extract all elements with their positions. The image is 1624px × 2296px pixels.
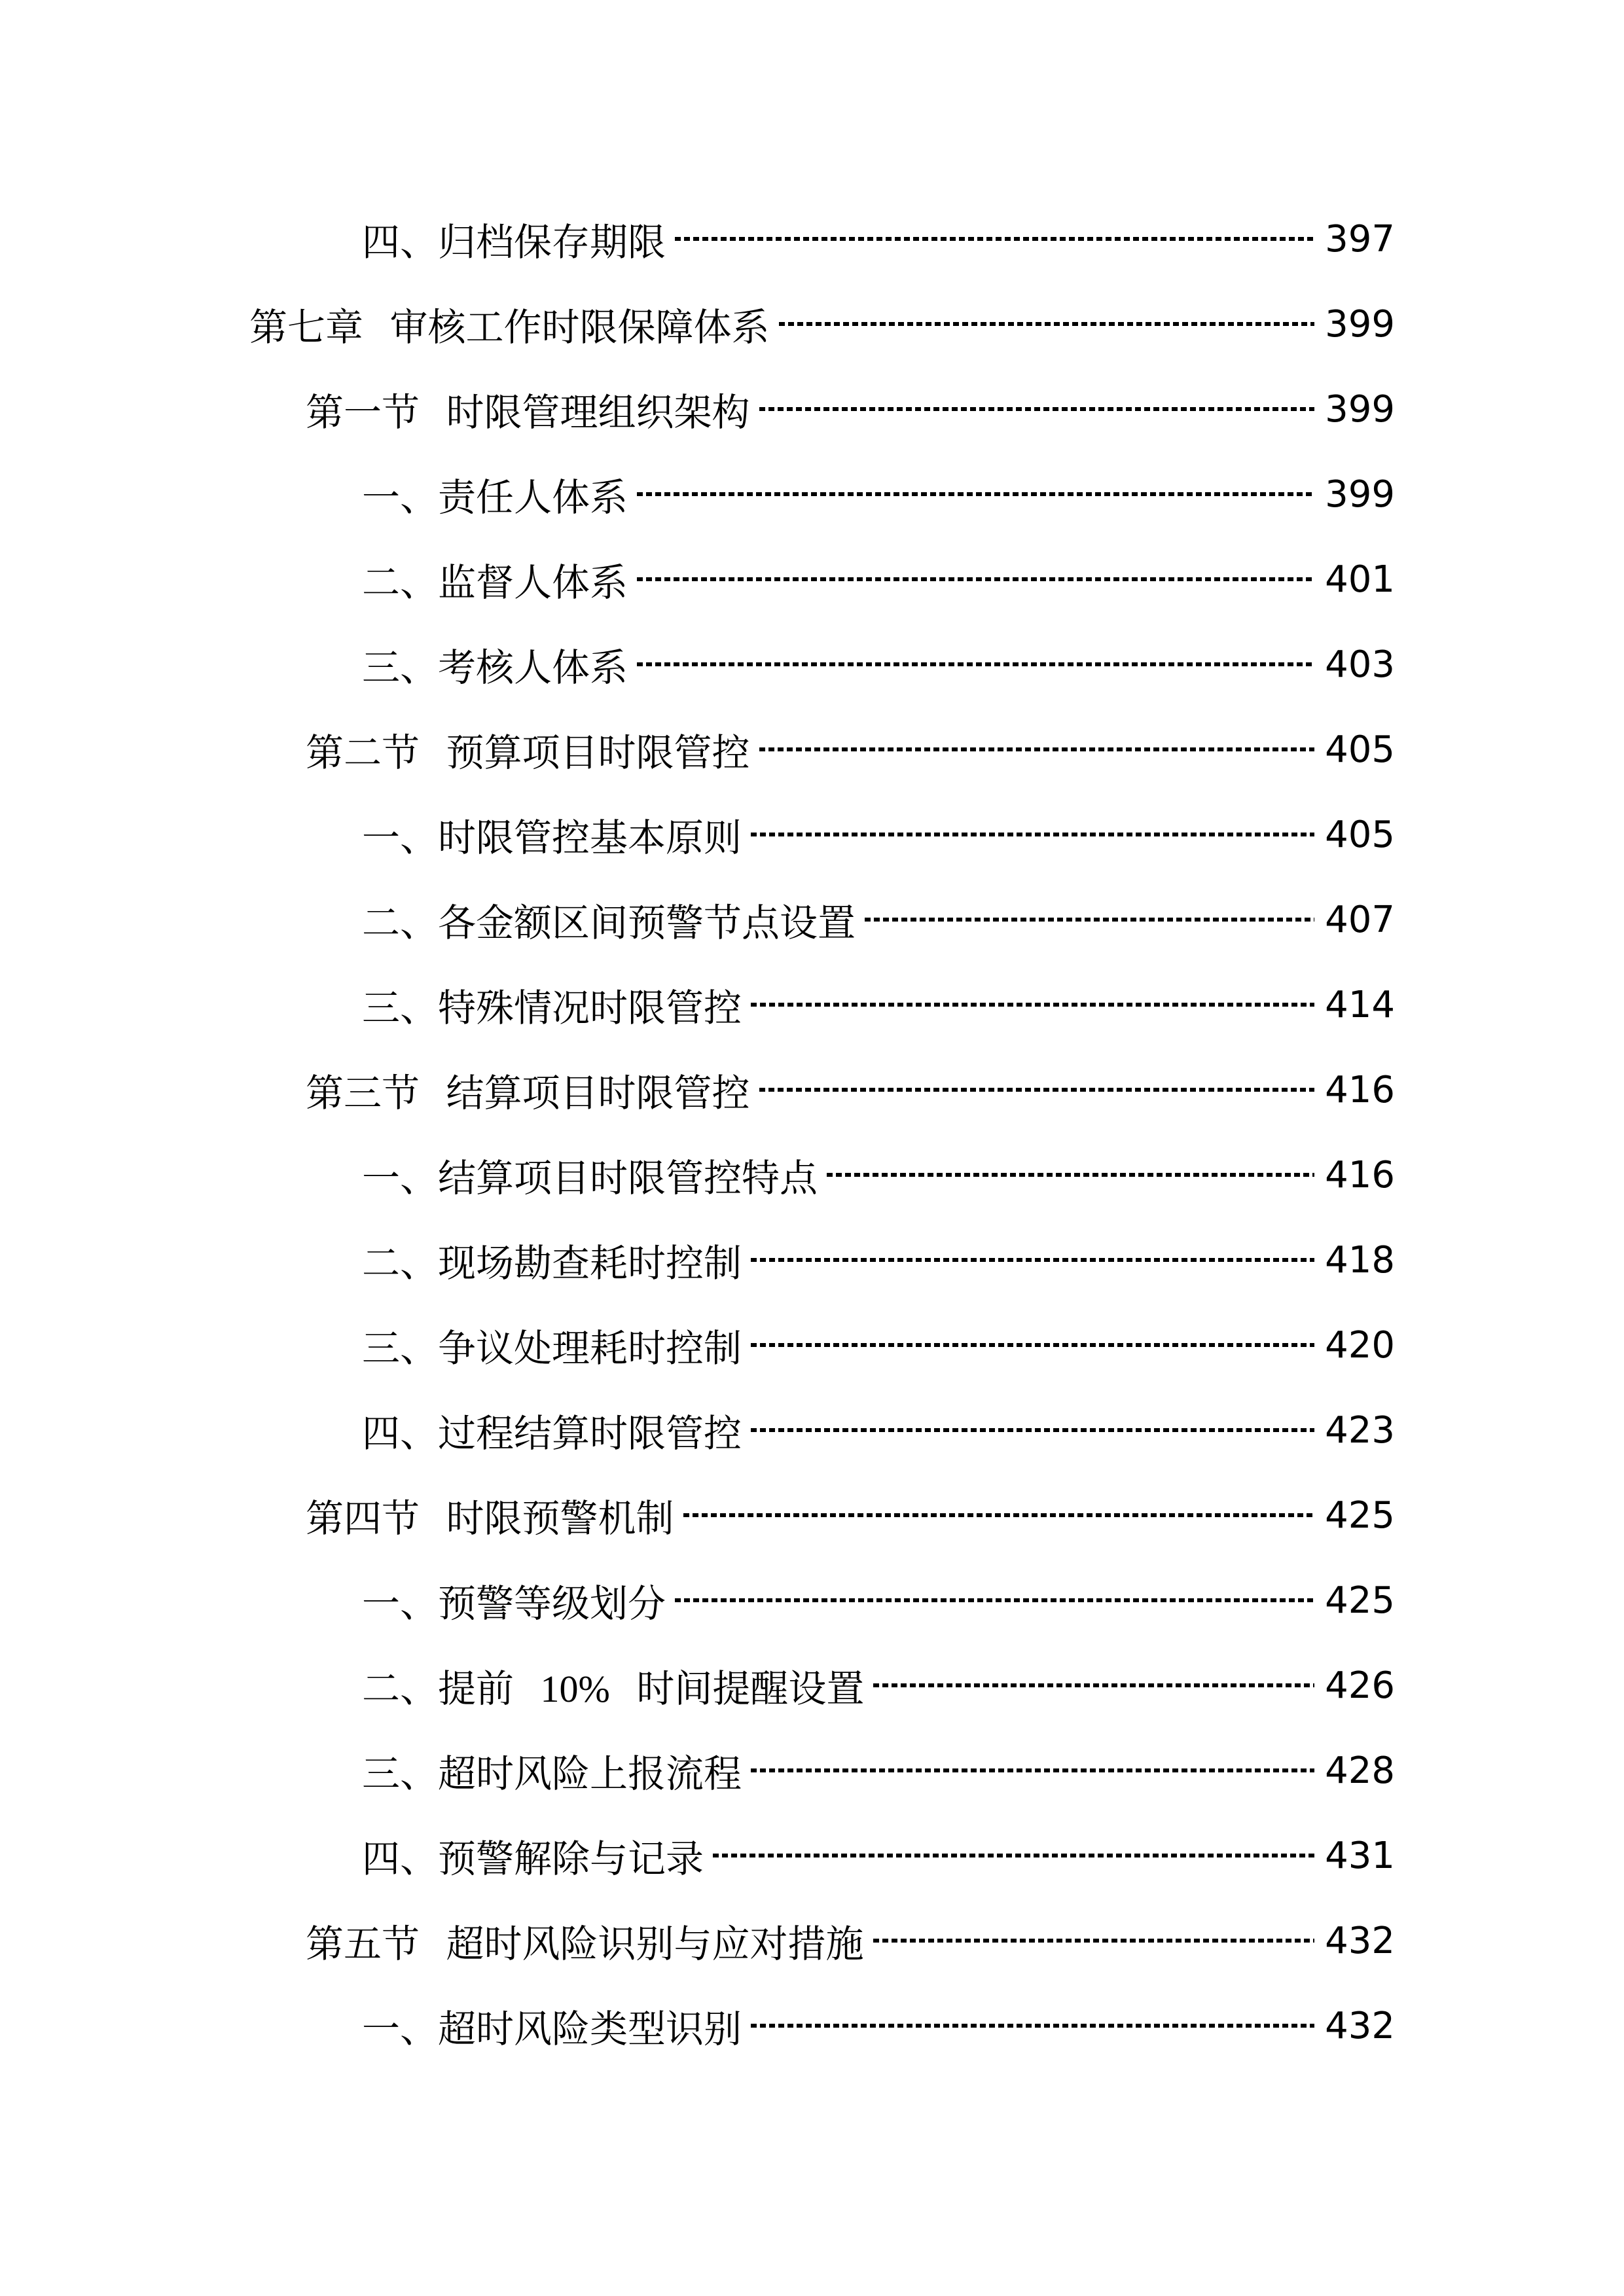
dash-leader xyxy=(873,1939,1315,1943)
toc-entry-label: 一、时限管控基本原则 xyxy=(362,817,742,859)
toc-entry[interactable] xyxy=(0,537,1624,622)
toc-entry-label: 四、归档保存期限 xyxy=(362,221,666,264)
toc-entry-page-number: 407 xyxy=(1325,898,1395,941)
toc-entry[interactable] xyxy=(0,1132,1624,1217)
toc-list xyxy=(0,196,1624,2068)
toc-entry-page-number: 425 xyxy=(1325,1494,1395,1537)
toc-entry-page-number: 428 xyxy=(1325,1749,1395,1792)
toc-entry-label: 三、考核人体系 xyxy=(362,647,628,689)
toc-entry-label: 第三节 结算项目时限管控 xyxy=(306,1072,750,1115)
toc-entry-label: 第五节 超时风险识别与应对措施 xyxy=(306,1923,864,1965)
toc-entry[interactable] xyxy=(0,1643,1624,1728)
toc-entry[interactable] xyxy=(0,196,1624,281)
toc-entry[interactable] xyxy=(0,1898,1624,1983)
toc-entry-page-number: 425 xyxy=(1325,1579,1395,1622)
toc-entry-label: 一、责任人体系 xyxy=(362,476,628,519)
toc-entry[interactable] xyxy=(0,1813,1624,1898)
toc-entry-page-number: 426 xyxy=(1325,1664,1395,1707)
toc-entry-label: 第二节 预算项目时限管控 xyxy=(306,732,750,774)
dash-leader xyxy=(683,1513,1315,1517)
dash-leader xyxy=(759,1088,1315,1092)
toc-entry-label: 二、各金额区间预警节点设置 xyxy=(362,902,856,944)
dash-leader xyxy=(759,747,1315,751)
toc-entry-page-number: 397 xyxy=(1325,217,1395,260)
toc-entry-page-number: 432 xyxy=(1325,1919,1395,1962)
toc-entry-label: 二、现场勘查耗时控制 xyxy=(362,1242,742,1285)
dash-leader xyxy=(675,1598,1314,1602)
toc-entry-page-number: 416 xyxy=(1325,1068,1395,1111)
toc-entry[interactable] xyxy=(0,1217,1624,1302)
toc-entry[interactable] xyxy=(0,877,1624,962)
toc-entry-label: 三、争议处理耗时控制 xyxy=(362,1327,742,1370)
toc-entry-label: 一、预警等级划分 xyxy=(362,1583,666,1625)
dash-leader xyxy=(637,662,1314,666)
toc-entry[interactable] xyxy=(0,1558,1624,1643)
toc-entry[interactable] xyxy=(0,1728,1624,1813)
toc-entry-label: 三、特殊情况时限管控 xyxy=(362,987,742,1030)
toc-entry[interactable] xyxy=(0,1047,1624,1132)
toc-entry-page-number: 399 xyxy=(1325,473,1395,516)
toc-entry-label: 四、过程结算时限管控 xyxy=(362,1412,742,1455)
toc-entry[interactable] xyxy=(0,281,1624,367)
toc-entry-page-number: 423 xyxy=(1325,1408,1395,1452)
dash-leader xyxy=(751,1258,1314,1262)
dash-leader xyxy=(827,1173,1314,1177)
toc-entry-label: 第四节 时限预警机制 xyxy=(306,1498,674,1540)
toc-entry-label: 二、监督人体系 xyxy=(362,562,628,604)
toc-entry-page-number: 414 xyxy=(1325,983,1395,1026)
toc-entry-page-number: 416 xyxy=(1325,1153,1395,1196)
toc-entry-label: 第一节 时限管理组织架构 xyxy=(306,391,750,434)
dash-leader xyxy=(759,407,1315,411)
toc-entry-page-number: 405 xyxy=(1325,813,1395,856)
toc-entry-page-number: 399 xyxy=(1325,302,1395,346)
toc-entry[interactable] xyxy=(0,367,1624,452)
toc-entry-label: 四、预警解除与记录 xyxy=(362,1838,704,1880)
toc-entry-page-number: 399 xyxy=(1325,387,1395,431)
toc-entry-label: 三、超时风险上报流程 xyxy=(362,1753,742,1795)
toc-entry-page-number: 432 xyxy=(1325,2004,1395,2047)
dash-leader xyxy=(865,918,1314,922)
toc-entry[interactable] xyxy=(0,707,1624,792)
dash-leader xyxy=(713,1854,1314,1857)
dash-leader xyxy=(751,1003,1314,1007)
dash-leader xyxy=(637,492,1314,496)
dash-leader xyxy=(873,1683,1314,1687)
toc-entry[interactable] xyxy=(0,1983,1624,2068)
toc-entry[interactable] xyxy=(0,622,1624,707)
dash-leader xyxy=(779,322,1315,326)
dash-leader xyxy=(751,1428,1314,1432)
toc-entry-page-number: 401 xyxy=(1325,558,1395,601)
toc-entry[interactable] xyxy=(0,792,1624,877)
toc-entry[interactable] xyxy=(0,1302,1624,1388)
toc-entry[interactable] xyxy=(0,452,1624,537)
toc-entry-label: 一、结算项目时限管控特点 xyxy=(362,1157,818,1200)
dash-leader xyxy=(751,833,1314,836)
toc-entry[interactable] xyxy=(0,1473,1624,1558)
toc-entry-page-number: 403 xyxy=(1325,643,1395,686)
toc-entry-page-number: 420 xyxy=(1325,1323,1395,1367)
toc-entry[interactable] xyxy=(0,962,1624,1047)
toc-entry-label: 二、提前 10% 时间提醒设置 xyxy=(362,1668,865,1710)
toc-entry-page-number: 431 xyxy=(1325,1834,1395,1877)
dash-leader xyxy=(637,577,1314,581)
toc-entry-page-number: 405 xyxy=(1325,728,1395,771)
toc-entry-label: 第七章 审核工作时限保障体系 xyxy=(249,306,770,349)
toc-entry[interactable] xyxy=(0,1388,1624,1473)
dash-leader xyxy=(751,2024,1314,2028)
toc-entry-page-number: 418 xyxy=(1325,1238,1395,1282)
dash-leader xyxy=(675,237,1314,241)
dash-leader xyxy=(751,1343,1314,1347)
dash-leader xyxy=(751,1768,1314,1772)
toc-entry-label: 一、超时风险类型识别 xyxy=(362,2008,742,2051)
